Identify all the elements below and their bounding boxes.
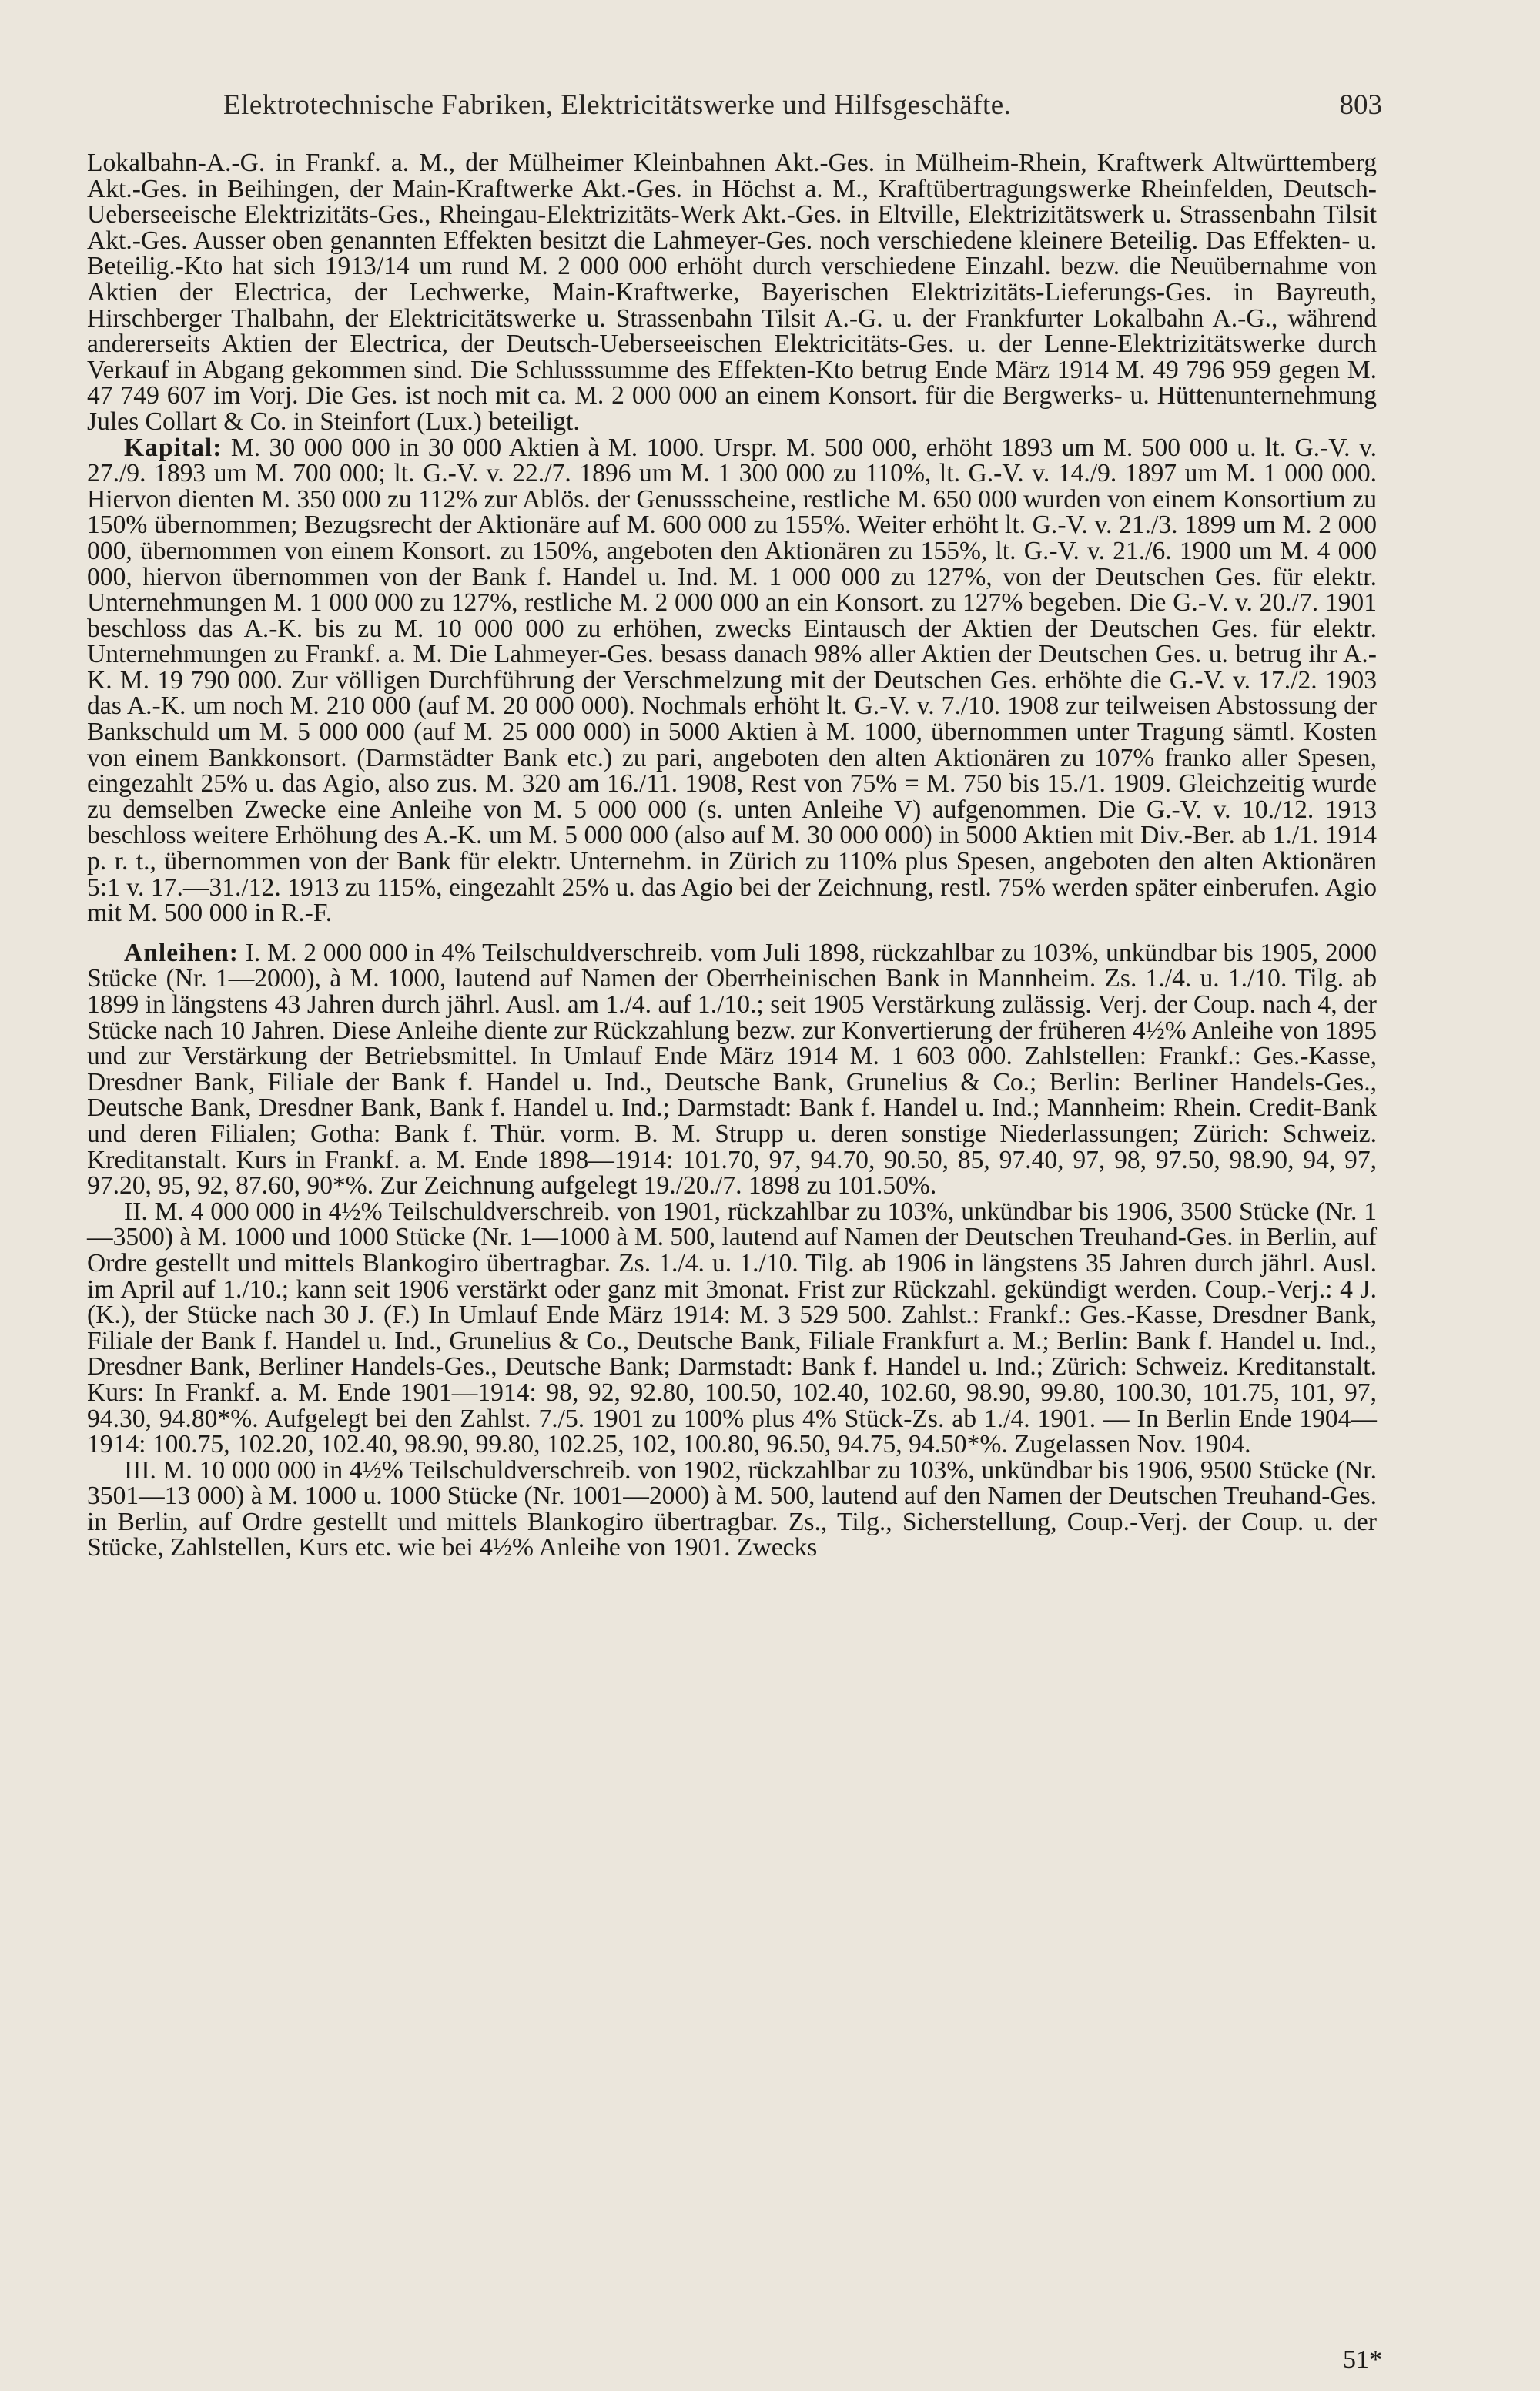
body-text (87, 150, 1377, 1561)
paragraph-text: II. M. 4 000 000 in 4½% Teilschuldverschreib. von 1901, rückzahlbar zu 103%, unkündbar bis 1906, 3500 Stücke (Nr. 1—3500) à M. 1000 und 1000 Stücke (Nr. 1—1000 à M. 500, lautend auf Namen der Deutschen Treuhand-Ges. in Berlin, auf Ordre gestellt und mittels Blankogiro übertragbar. Zs. 1./4. u. 1./10. Tilg. ab 1906 in längstens 35 Jahren durch jährl. Ausl. im April auf 1./10.; kann seit 1906 verstärkt oder ganz mit 3monat. Frist zur Rückzahl. gekündigt werden. Coup.-Verj.: 4 J. (K.), der Stücke nach 30 J. (F.) In Umlauf Ende März 1914: M. 3 529 500. Zahlst.: Frankf.: Ges.-Kasse, Dresdner Bank, Filiale der Bank f. Handel u. Ind., Grunelius & Co., Deutsche Bank, Filiale Frankfurt a. M.; Berlin: Bank f. Handel u. Ind., Dresdner Bank, Berliner Handels-Ges., Deutsche Bank; Darmstadt: Bank f. Handel u. Ind.; Zürich: Schweiz. Kreditanstalt. Kurs: In Frankf. a. M. Ende 1901—1914: 98, 92, 92.80, 100.50, 102.40, 102.60, 98.90, 99.80, 100.30, 101.75, 101, 97, 94.30, 94.80*%. Aufgelegt bei den Zahlst. 7./5. 1901 zu 100% plus 4% Stück-Zs. ab 1./4. 1901. — In Berlin Ende 1904—1914: 100.75, 102.20, 102.40, 98.90, 99.80, 102.25, 102, 100.80, 96.50, 94.75, 94.50*%. Zugelassen Nov. 1904. (87, 1197, 1377, 1459)
sheet-signature: 51* (1343, 2346, 1382, 2374)
paragraph-kapital (87, 435, 1377, 926)
paragraph-effekten (87, 150, 1377, 435)
paragraph-text: III. M. 10 000 000 in 4½% Teilschuldverschreib. von 1902, rückzahlbar zu 103%, unkündbar bis 1906, 9500 Stücke (Nr. 3501—13 000) à M. 1000 u. 1000 Stücke (Nr. 1001—2000) à M. 500, lautend auf den Namen der Deutschen Treuhand-Ges. in Berlin, auf Ordre gestellt und mittels Blankogiro übertragbar. Zs., Tilg., Sicherstellung, Coup.-Verj. der Coup. u. der Stücke, Zahlstellen, Kurs etc. wie bei 4½% Anleihe von 1901. Zwecks (87, 1455, 1377, 1562)
running-header (108, 86, 1382, 125)
paragraph-text: M. 30 000 000 in 30 000 Aktien à M. 1000. Urspr. M. 500 000, erhöht 1893 um M. 500 000 u. lt. G.-V. v. 27./9. 1893 um M. 700 000; lt. G.-V. v. 22./7. 1896 um M. 1 300 000 zu 110%, lt. G.-V. v. 14./9. 1897 um M. 1 000 000. Hiervon dienten M. 350 000 zu 112% zur Ablös. der Genussscheine, restliche M. 650 000 wurden von einem Konsortium zu 150% übernommen; Bezugsrecht der Aktionäre auf M. 600 000 zu 155%. Weiter erhöht lt. G.-V. v. 21./3. 1899 um M. 2 000 000, übernommen von einem Konsort. zu 150%, angeboten den Aktionären zu 155%, lt. G.-V. v. 21./6. 1900 um M. 4 000 000, hiervon übernommen von der Bank f. Handel u. Ind. M. 1 000 000 zu 127%, von der Deutschen Ges. für elektr. Unternehmungen M. 1 000 000 zu 127%, restliche M. 2 000 000 an ein Konsort. zu 127% begeben. Die G.-V. v. 20./7. 1901 beschloss das A.-K. bis zu M. 10 000 000 zu erhöhen, zwecks Eintausch der Aktien der Deutschen Ges. für elektr. Unternehmungen zu Frankf. a. M. Die Lahmeyer-Ges. besass danach 98% aller Aktien der Deutschen Ges. u. betrug ihr A.-K. M. 19 790 000. Zur völligen Durchführung der Verschmelzung mit der Deutschen Ges. erhöhte die G.-V. v. 17./2. 1903 das A.-K. um noch M. 210 000 (auf M. 20 000 000). Nochmals erhöht lt. G.-V. v. 7./10. 1908 zur teilweisen Abstossung der Bankschuld um M. 5 000 000 (auf M. 25 000 000) in 5000 Aktien à M. 1000, übernommen unter Tragung sämtl. Kosten von einem Bankkonsort. (Darmstädter Bank etc.) zu pari, angeboten den alten Aktionären zu 107% franko aller Spesen, eingezahlt 25% u. das Agio, also zus. M. 320 am 16./11. 1908, Rest von 75% = M. 750 bis 15./1. 1909. Gleichzeitig wurde zu demselben Zwecke eine Anleihe von M. 5 000 000 (s. unten Anleihe V) aufgenommen. Die G.-V. v. 10./12. 1913 beschloss weitere Erhöhung des A.-K. um M. 5 000 000 (also auf M. 30 000 000) in 5000 Aktien mit Div.-Ber. ab 1./1. 1914 p. r. t., übernommen von der Bank für elektr. Unternehm. in Zürich zu 110% plus Spesen, angeboten den alten Aktionären 5:1 v. 17.—31./12. 1913 zu 115%, eingezahlt 25% u. das Agio bei der Zeichnung, restl. 75% werden später einberufen. Agio mit M. 500 000 in R.-F. (87, 433, 1377, 928)
paragraph-text: I. M. 2 000 000 in 4% Teilschuldverschreib. vom Juli 1898, rückzahlbar zu 103%, unkündbar bis 1905, 2000 Stücke (Nr. 1—2000), à M. 1000, lautend auf Namen der Oberrheinischen Bank in Mannheim. Zs. 1./4. u. 1./10. Tilg. ab 1899 in längstens 43 Jahren durch jährl. Ausl. am 1./4. auf 1./10.; seit 1905 Verstärkung zulässig. Verj. der Coup. nach 4, der Stücke nach 10 Jahren. Diese Anleihe diente zur Rückzahlung bezw. zur Konvertierung der früheren 4½% Anleihe von 1895 und zur Verstärkung der Betriebsmittel. In Umlauf Ende März 1914 M. 1 603 000. Zahlstellen: Frankf.: Ges.-Kasse, Dresdner Bank, Filiale der Bank f. Handel u. Ind., Deutsche Bank, Grunelius & Co.; Berlin: Berliner Handels-Ges., Deutsche Bank, Dresdner Bank, Bank f. Handel u. Ind.; Darmstadt: Bank f. Handel u. Ind.; Mannheim: Rhein. Credit-Bank und deren Filialen; Gotha: Bank f. Thür. vorm. B. M. Strupp u. deren sonstige Niederlassungen; Zürich: Schweiz. Kreditanstalt. Kurs in Frankf. a. M. Ende 1898—1914: 101.70, 97, 94.70, 90.50, 85, 97.40, 97, 98, 97.50, 98.90, 94, 97, 97.20, 95, 92, 87.60, 90*%. Zur Zeichnung aufgelegt 19./20./7. 1898 zu 101.50%. (87, 938, 1377, 1201)
section-label-kapital: Kapital: (124, 433, 223, 462)
paragraph-anleihen-i (87, 940, 1377, 1199)
header-title: Elektrotechnische Fabriken, Elektricitätswerke und Hilfsgeschäfte. (223, 89, 1012, 121)
paragraph-anleihen-iii (87, 1455, 1377, 1562)
page-number: 803 (1339, 89, 1382, 121)
paragraph-anleihen-ii (87, 1199, 1377, 1458)
section-label-anleihen: Anleihen: (124, 938, 239, 967)
paragraph-text: Lokalbahn-A.-G. in Frankf. a. M., der Mülheimer Kleinbahnen Akt.-Ges. in Mülheim-Rhein, Kraftwerk Altwürttemberg Akt.-Ges. in Beihingen, der Main-Kraftwerke Akt.-Ges. in Höchst a. M., Kraftübertragungswerke Rheinfelden, Deutsch-Ueberseeische Elektrizitäts-Ges., Rheingau-Elektrizitäts-Werk Akt.-Ges. in Eltville, Elektrizitätswerk u. Strassenbahn Tilsit Akt.-Ges. Ausser oben genannten Effekten besitzt die Lahmeyer-Ges. noch verschiedene kleinere Beteilig. Das Effekten- u. Beteilig.-Kto hat sich 1913/14 um rund M. 2 000 000 erhöht durch verschiedene Einzahl. bezw. die Neuübernahme von Aktien der Electrica, der Lechwerke, Main-Kraftwerke, Bayerischen Elektrizitäts-Lieferungs-Ges. in Bayreuth, Hirschberger Thalbahn, der Elektricitätswerke u. Strassenbahn Tilsit A.-G. u. der Frankfurter Lokalbahn A.-G., während andererseits Aktien der Electrica, der Deutsch-Ueberseeischen Elektricitäts-Ges. u. der Lenne-Elektrizitätswerke durch Verkauf in Abgang gekommen sind. Die Schlusssumme des Effekten-Kto betrug Ende März 1914 M. 49 796 959 gegen M. 47 749 607 im Vorj. Die Ges. ist noch mit ca. M. 2 000 000 an einem Konsort. für die Bergwerks- u. Hüttenunternehmung Jules Collart & Co. in Steinfort (Lux.) beteiligt. (87, 149, 1377, 436)
